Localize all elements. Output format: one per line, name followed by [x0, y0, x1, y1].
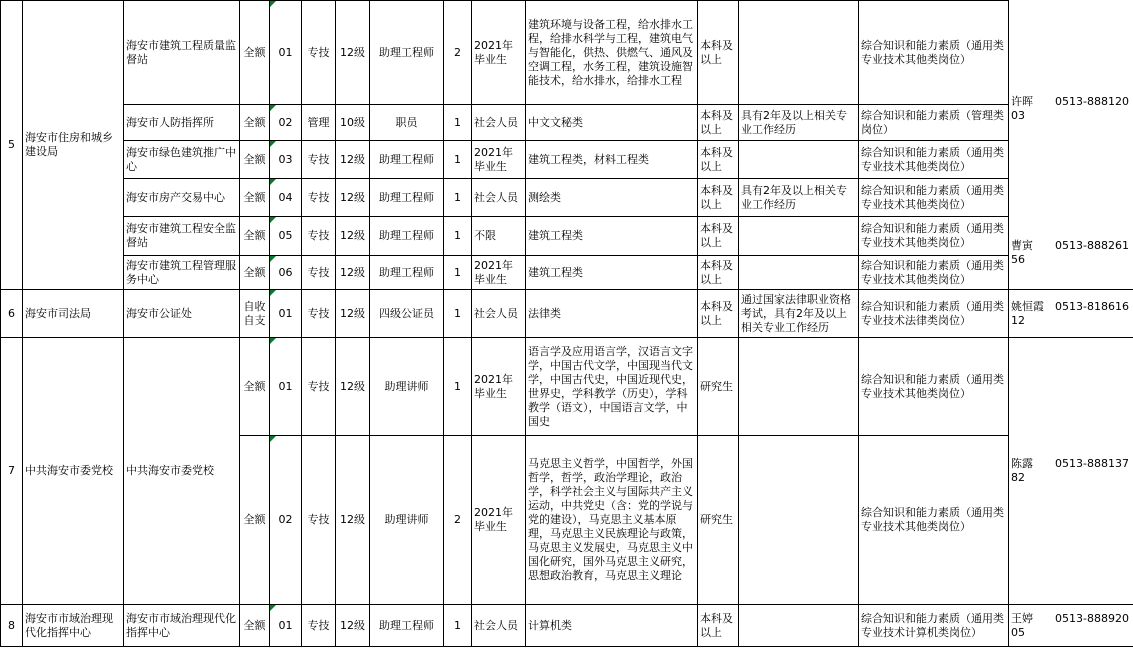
major-cell: 法律类	[526, 290, 698, 338]
unit-cell: 海安市市域治理现代化指挥中心	[124, 605, 240, 647]
other-req-cell: 具有2年及以上相关专业工作经历	[739, 179, 859, 217]
major-cell: 中文文秘类	[526, 105, 698, 141]
major-cell: 建筑环境与设备工程，给水排水工程，给排水科学与工程，建筑电气与智能化，供热、供燃气、通风及空调工程，水务工程，建筑设施智能技术，给水排水，给排水工程	[526, 1, 698, 105]
contact-cell: 姚恒霞 0513-81861612	[1009, 290, 1133, 338]
contact-cell: 陈露 0513-88813782	[1009, 338, 1133, 605]
exam-cell: 综合知识和能力素质（通用类专业技术其他类岗位）	[859, 338, 1009, 436]
count-cell: 1	[444, 338, 472, 436]
post-type-cell: 专技	[302, 290, 336, 338]
other-req-cell	[739, 141, 859, 179]
target-cell: 2021年毕业生	[472, 1, 526, 105]
funding-cell: 全额	[240, 436, 270, 605]
post-name-cell: 助理工程师	[370, 605, 444, 647]
post-code-cell: 04	[270, 179, 302, 217]
funding-cell: 全额	[240, 1, 270, 105]
post-code-cell: 01	[270, 290, 302, 338]
post-name-cell: 助理工程师	[370, 141, 444, 179]
exam-cell: 综合知识和能力素质（管理类岗位）	[859, 105, 1009, 141]
level-cell: 12级	[336, 290, 370, 338]
target-cell: 社会人员	[472, 179, 526, 217]
count-cell: 2	[444, 436, 472, 605]
funding-cell: 全额	[240, 217, 270, 256]
post-code-cell: 06	[270, 256, 302, 290]
other-req-cell	[739, 338, 859, 436]
other-req-cell: 具有2年及以上相关专业工作经历	[739, 105, 859, 141]
post-type-cell: 专技	[302, 141, 336, 179]
target-cell: 2021年毕业生	[472, 256, 526, 290]
post-type-cell: 专技	[302, 179, 336, 217]
contact-cell: 许晖 0513-88812003	[1009, 1, 1133, 217]
unit-cell: 海安市建筑工程质量监督站	[124, 1, 240, 105]
count-cell: 1	[444, 290, 472, 338]
dept-cell: 海安市住房和城乡建设局	[23, 1, 124, 290]
funding-cell: 全额	[240, 105, 270, 141]
education-cell: 本科及以上	[698, 179, 739, 217]
level-cell: 12级	[336, 338, 370, 436]
exam-cell: 综合知识和能力素质（通用类专业技术其他类岗位）	[859, 179, 1009, 217]
dept-cell: 海安市司法局	[23, 290, 124, 338]
exam-cell: 综合知识和能力素质（通用类专业技术计算机类岗位）	[859, 605, 1009, 647]
target-cell: 社会人员	[472, 290, 526, 338]
major-cell: 建筑工程类	[526, 256, 698, 290]
target-cell: 2021年毕业生	[472, 338, 526, 436]
count-cell: 1	[444, 105, 472, 141]
funding-cell: 全额	[240, 179, 270, 217]
table-row	[1, 179, 1133, 217]
funding-cell: 全额	[240, 256, 270, 290]
funding-cell: 全额	[240, 605, 270, 647]
target-cell: 社会人员	[472, 105, 526, 141]
funding-cell: 全额	[240, 338, 270, 436]
level-cell: 12级	[336, 217, 370, 256]
table-row	[1, 1, 1133, 105]
major-cell: 计算机类	[526, 605, 698, 647]
table-row	[1, 290, 1133, 338]
seq-cell: 6	[1, 290, 23, 338]
post-name-cell: 职员	[370, 105, 444, 141]
other-req-cell: 通过国家法律职业资格考试，具有2年及以上相关专业工作经历	[739, 290, 859, 338]
other-req-cell	[739, 436, 859, 605]
level-cell: 12级	[336, 256, 370, 290]
unit-cell: 海安市公证处	[124, 290, 240, 338]
table-row	[1, 338, 1133, 436]
post-type-cell: 专技	[302, 1, 336, 105]
unit-cell: 海安市房产交易中心	[124, 179, 240, 217]
post-code-cell: 01	[270, 605, 302, 647]
post-code-cell: 01	[270, 1, 302, 105]
table-row	[1, 105, 1133, 141]
target-cell: 2021年毕业生	[472, 141, 526, 179]
other-req-cell	[739, 217, 859, 256]
dept-cell: 中共海安市委党校	[23, 338, 124, 605]
post-code-cell: 05	[270, 217, 302, 256]
post-name-cell: 助理工程师	[370, 1, 444, 105]
other-req-cell	[739, 605, 859, 647]
post-type-cell: 管理	[302, 105, 336, 141]
level-cell: 12级	[336, 141, 370, 179]
level-cell: 12级	[336, 605, 370, 647]
education-cell: 本科及以上	[698, 1, 739, 105]
funding-cell: 全额	[240, 141, 270, 179]
post-code-cell: 01	[270, 338, 302, 436]
major-cell: 建筑工程类，材料工程类	[526, 141, 698, 179]
contact-cell: 王婷 0513-88892005	[1009, 605, 1133, 647]
post-name-cell: 助理工程师	[370, 179, 444, 217]
education-cell: 研究生	[698, 338, 739, 436]
target-cell: 2021年毕业生	[472, 436, 526, 605]
post-name-cell: 助理讲师	[370, 436, 444, 605]
unit-cell: 海安市绿色建筑推广中心	[124, 141, 240, 179]
seq-cell: 8	[1, 605, 23, 647]
exam-cell: 综合知识和能力素质（通用类专业技术法律类岗位）	[859, 290, 1009, 338]
education-cell: 本科及以上	[698, 605, 739, 647]
post-name-cell: 四级公证员	[370, 290, 444, 338]
exam-cell: 综合知识和能力素质（通用类专业技术其他类岗位）	[859, 1, 1009, 105]
table-row	[1, 256, 1133, 290]
education-cell: 研究生	[698, 436, 739, 605]
seq-cell: 5	[1, 1, 23, 290]
major-cell: 建筑工程类	[526, 217, 698, 256]
table-row	[1, 605, 1133, 647]
count-cell: 1	[444, 256, 472, 290]
education-cell: 本科及以上	[698, 105, 739, 141]
target-cell: 不限	[472, 217, 526, 256]
contact-cell: 曹寅 0513-88826156	[1009, 217, 1133, 290]
count-cell: 1	[444, 141, 472, 179]
dept-cell: 海安市市域治理现代化指挥中心	[23, 605, 124, 647]
other-req-cell	[739, 1, 859, 105]
major-cell: 马克思主义哲学，中国哲学，外国哲学，哲学，政治学理论，政治学，科学社会主义与国际共产主义运动，中共党史（含：党的学说与党的建设），马克思主义基本原理，马克思主义民族理论与政策，马克思主义发展史，马克思主义中国化研究，国外马克思主义研究，思想政治教育，马克思主义理论	[526, 436, 698, 605]
exam-cell: 综合知识和能力素质（通用类专业技术其他类岗位）	[859, 256, 1009, 290]
exam-cell: 综合知识和能力素质（通用类专业技术其他类岗位）	[859, 141, 1009, 179]
count-cell: 1	[444, 605, 472, 647]
post-code-cell: 02	[270, 105, 302, 141]
post-code-cell: 02	[270, 436, 302, 605]
unit-cell: 海安市建筑工程安全监督站	[124, 217, 240, 256]
count-cell: 1	[444, 179, 472, 217]
seq-cell: 7	[1, 338, 23, 605]
unit-cell: 海安市建筑工程管理服务中心	[124, 256, 240, 290]
post-name-cell: 助理工程师	[370, 256, 444, 290]
education-cell: 本科及以上	[698, 217, 739, 256]
post-type-cell: 专技	[302, 338, 336, 436]
level-cell: 12级	[336, 436, 370, 605]
funding-cell: 自收自支	[240, 290, 270, 338]
post-code-cell: 03	[270, 141, 302, 179]
post-type-cell: 专技	[302, 256, 336, 290]
level-cell: 12级	[336, 179, 370, 217]
major-cell: 语言学及应用语言学，汉语言文字学，中国古代文学，中国现当代文学，中国古代史，中国近现代史，世界史，学科教学（历史），学科教学（语文），中国语言文学，中国史	[526, 338, 698, 436]
table-row	[1, 217, 1133, 256]
level-cell: 12级	[336, 1, 370, 105]
level-cell: 10级	[336, 105, 370, 141]
unit-cell: 海安市人防指挥所	[124, 105, 240, 141]
post-type-cell: 专技	[302, 436, 336, 605]
post-name-cell: 助理工程师	[370, 217, 444, 256]
post-type-cell: 专技	[302, 217, 336, 256]
exam-cell: 综合知识和能力素质（通用类专业技术其他类岗位）	[859, 436, 1009, 605]
major-cell: 测绘类	[526, 179, 698, 217]
education-cell: 本科及以上	[698, 141, 739, 179]
education-cell: 本科及以上	[698, 256, 739, 290]
post-name-cell: 助理讲师	[370, 338, 444, 436]
target-cell: 社会人员	[472, 605, 526, 647]
count-cell: 2	[444, 1, 472, 105]
post-type-cell: 专技	[302, 605, 336, 647]
education-cell: 本科及以上	[698, 290, 739, 338]
count-cell: 1	[444, 217, 472, 256]
table-row	[1, 141, 1133, 179]
unit-cell: 中共海安市委党校	[124, 338, 240, 605]
exam-cell: 综合知识和能力素质（通用类专业技术其他类岗位）	[859, 217, 1009, 256]
other-req-cell	[739, 256, 859, 290]
